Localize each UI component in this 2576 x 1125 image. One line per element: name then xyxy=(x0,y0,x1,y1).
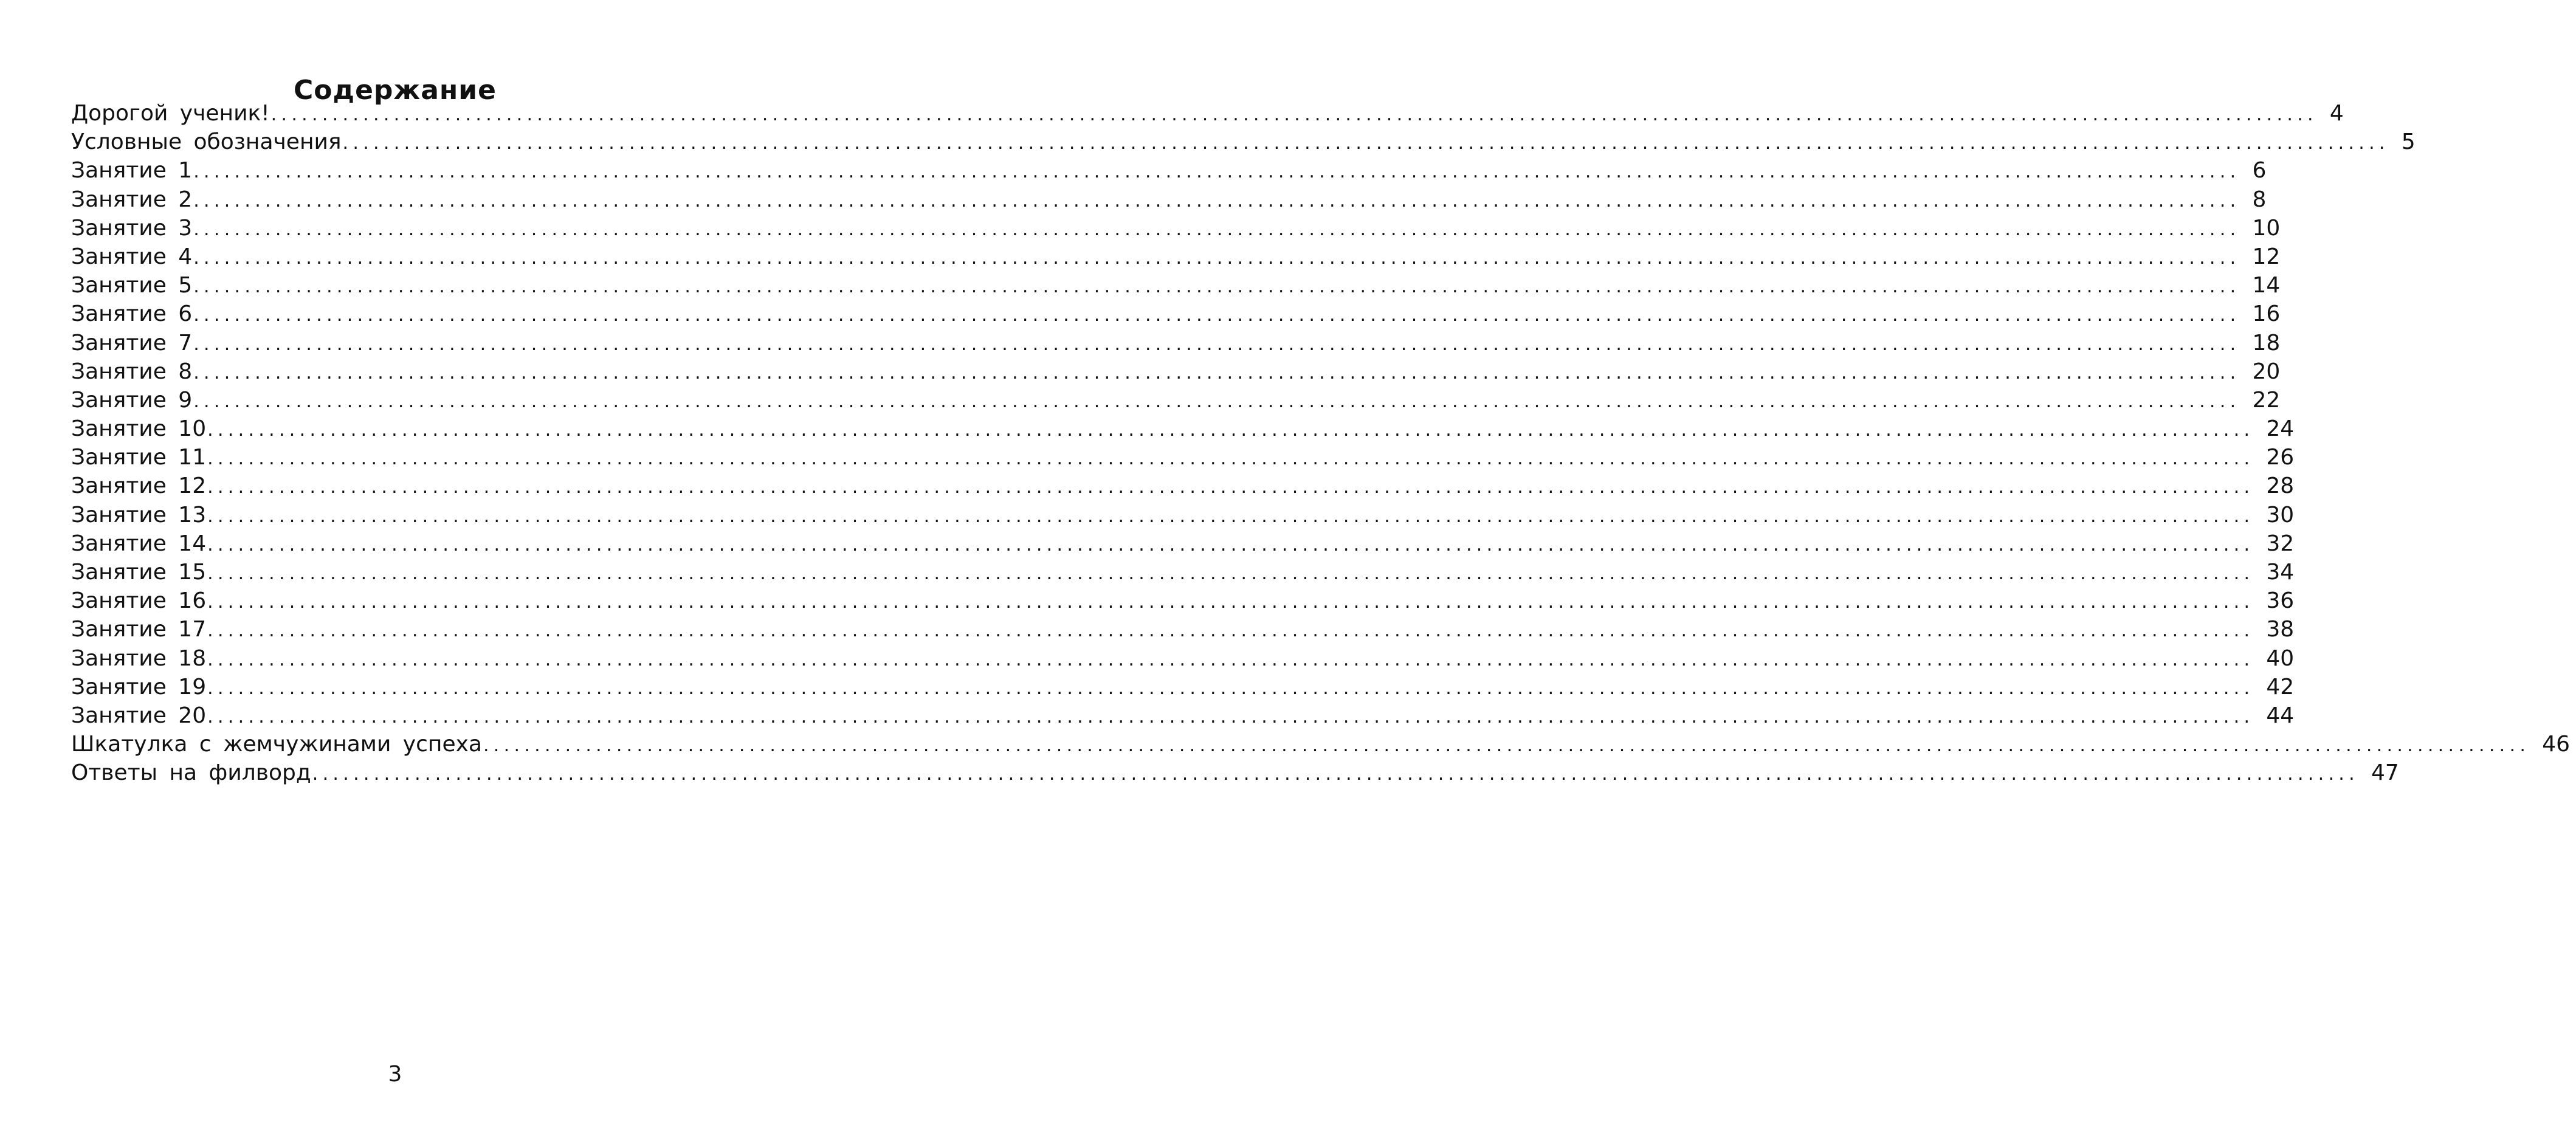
toc-entry-label: Дорогой ученик! xyxy=(71,101,270,126)
toc-entry-label: Занятие 2 xyxy=(71,187,193,212)
toc-entry[interactable] xyxy=(71,156,2267,185)
toc-dot-leader: ........................................................................................................................................................................................................ xyxy=(193,304,2240,326)
toc-entry-label: Занятие 20 xyxy=(71,703,207,728)
toc-entry-label: Занятие 13 xyxy=(71,502,207,528)
toc-entry-page: 40 xyxy=(2266,645,2295,671)
toc-entry-page: 12 xyxy=(2252,244,2281,269)
toc-entry-page: 42 xyxy=(2266,674,2295,700)
toc-dot-leader: ........................................................................................................................................................................................................ xyxy=(207,649,2254,670)
toc-entry-label: Занятие 14 xyxy=(71,531,207,556)
toc-entry-page: 44 xyxy=(2266,703,2295,728)
page-number: 3 xyxy=(388,1062,402,1087)
toc-entry[interactable] xyxy=(71,443,2295,472)
toc-entry[interactable] xyxy=(71,243,2281,271)
toc-entry-label: Занятие 17 xyxy=(71,617,207,642)
toc-entry-label: Ответы на филворд xyxy=(71,760,311,786)
toc-dot-leader: ........................................................................................................................................................................................................ xyxy=(270,104,2318,125)
toc-entry-label: Занятие 7 xyxy=(71,330,193,356)
toc-entry-label: Шкатулка с жемчужинами успеха xyxy=(71,732,482,757)
toc-entry-page: 20 xyxy=(2252,359,2281,384)
toc-dot-leader: ........................................................................................................................................................................................................ xyxy=(207,419,2254,441)
toc-entry-page: 5 xyxy=(2401,129,2416,155)
toc-dot-leader: ........................................................................................................................................................................................................ xyxy=(193,190,2240,212)
toc-dot-leader: ........................................................................................................................................................................................................ xyxy=(207,620,2254,642)
toc-entry-page: 26 xyxy=(2266,445,2295,470)
toc-dot-leader: ........................................................................................................................................................................................................ xyxy=(193,276,2240,298)
toc-dot-leader: ........................................................................................................................................................................................................ xyxy=(207,677,2254,699)
toc-entry[interactable] xyxy=(71,329,2281,357)
toc-entry-page: 24 xyxy=(2266,416,2295,442)
toc-dot-leader: ........................................................................................................................................................................................................ xyxy=(193,390,2240,412)
toc-entry-label: Занятие 1 xyxy=(71,158,193,184)
toc-entry[interactable] xyxy=(71,615,2295,644)
toc-entry-page: 32 xyxy=(2266,531,2295,556)
toc-entry-page: 28 xyxy=(2266,473,2295,499)
toc-entry-label: Занятие 18 xyxy=(71,645,207,671)
toc-entry[interactable] xyxy=(71,673,2295,701)
toc-entry[interactable] xyxy=(71,99,2344,128)
toc-dot-leader: ........................................................................................................................................................................................................ xyxy=(483,735,2530,757)
toc-entry[interactable] xyxy=(71,271,2281,300)
toc-entry-label: Занятие 11 xyxy=(71,445,207,470)
toc-dot-leader: ........................................................................................................................................................................................................ xyxy=(193,333,2240,355)
toc-entry-page: 38 xyxy=(2266,617,2295,642)
toc-entry-label: Занятие 5 xyxy=(71,273,193,298)
toc-entry[interactable] xyxy=(71,214,2281,243)
toc-entry[interactable] xyxy=(71,644,2295,673)
toc-entry[interactable] xyxy=(71,558,2295,587)
toc-entry-page: 16 xyxy=(2252,301,2281,327)
toc-entry[interactable] xyxy=(71,415,2295,443)
toc-entry-page: 36 xyxy=(2266,588,2295,614)
toc-entry[interactable] xyxy=(71,128,2416,156)
toc-dot-leader: ........................................................................................................................................................................................................ xyxy=(312,763,2359,785)
toc-entry-label: Занятие 4 xyxy=(71,244,193,269)
toc-dot-leader: ........................................................................................................................................................................................................ xyxy=(207,591,2254,613)
toc-entry-page: 18 xyxy=(2252,330,2281,356)
toc-entry-page: 10 xyxy=(2252,215,2281,241)
toc-dot-leader: ........................................................................................................................................................................................................ xyxy=(193,247,2240,269)
toc-entry[interactable] xyxy=(71,185,2267,214)
toc-entry-label: Условные обозначения xyxy=(71,129,342,155)
toc-entry-label: Занятие 19 xyxy=(71,674,207,700)
toc-entry-page: 46 xyxy=(2542,732,2571,757)
toc-dot-leader: ........................................................................................................................................................................................................ xyxy=(193,218,2240,240)
toc-dot-leader: ........................................................................................................................................................................................................ xyxy=(207,476,2254,498)
toc-entry-label: Занятие 9 xyxy=(71,387,193,413)
toc-entry[interactable] xyxy=(71,386,2281,415)
toc-entry-page: 30 xyxy=(2266,502,2295,528)
toc-entry[interactable] xyxy=(71,587,2295,615)
toc-entry-label: Занятие 6 xyxy=(71,301,193,327)
toc-entry-label: Занятие 10 xyxy=(71,416,207,442)
toc-entry[interactable] xyxy=(71,730,2571,759)
toc-dot-leader: ........................................................................................................................................................................................................ xyxy=(207,706,2254,728)
toc-entry-page: 47 xyxy=(2371,760,2399,786)
toc-entry-page: 4 xyxy=(2329,101,2344,126)
toc-dot-leader: ........................................................................................................................................................................................................ xyxy=(207,563,2254,584)
toc-entry-page: 22 xyxy=(2252,387,2281,413)
toc-entry[interactable] xyxy=(71,759,2399,787)
page-title: Содержание xyxy=(294,75,497,106)
toc-entry-label: Занятие 12 xyxy=(71,473,207,499)
toc-entry[interactable] xyxy=(71,300,2281,328)
toc-dot-leader: ........................................................................................................................................................................................................ xyxy=(193,362,2240,384)
table-of-contents xyxy=(71,99,2571,788)
toc-entry-label: Занятие 15 xyxy=(71,560,207,585)
toc-entry-page: 6 xyxy=(2252,158,2267,184)
toc-entry-label: Занятие 16 xyxy=(71,588,207,614)
toc-entry-label: Занятие 8 xyxy=(71,359,193,384)
toc-entry[interactable] xyxy=(71,472,2295,500)
toc-dot-leader: ........................................................................................................................................................................................................ xyxy=(207,534,2254,556)
toc-dot-leader: ........................................................................................................................................................................................................ xyxy=(193,161,2240,183)
toc-entry-label: Занятие 3 xyxy=(71,215,193,241)
toc-entry-page: 14 xyxy=(2252,273,2281,298)
toc-entry[interactable] xyxy=(71,701,2295,730)
toc-entry[interactable] xyxy=(71,529,2295,558)
toc-entry[interactable] xyxy=(71,501,2295,529)
toc-dot-leader: ........................................................................................................................................................................................................ xyxy=(207,448,2254,470)
toc-entry[interactable] xyxy=(71,357,2281,386)
toc-dot-leader: ........................................................................................................................................................................................................ xyxy=(207,505,2254,527)
toc-entry-page: 8 xyxy=(2252,187,2267,212)
toc-dot-leader: ........................................................................................................................................................................................................ xyxy=(342,132,2389,154)
toc-entry-page: 34 xyxy=(2266,560,2295,585)
